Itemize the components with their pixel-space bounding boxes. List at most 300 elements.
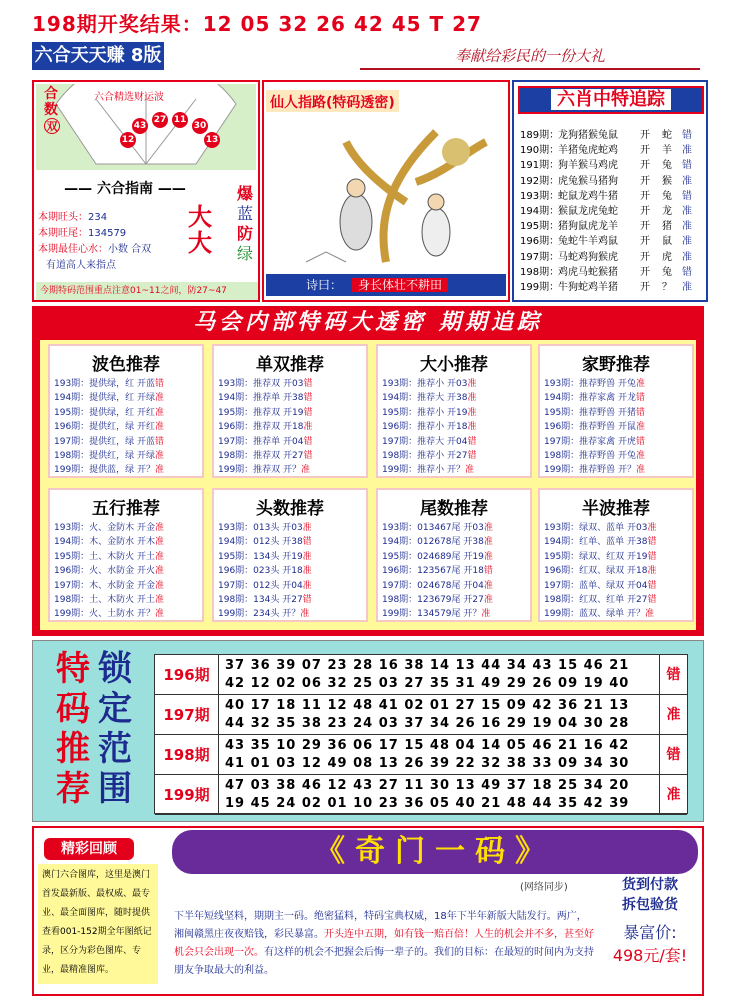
big-chars	[188, 204, 212, 256]
guide-title-text: 六合指南	[97, 181, 153, 197]
card-row	[218, 563, 312, 576]
bottom-text-part: 有这样的机会不把握会后悔一辈子的。我们的目标：在最短的时间内为支持朋友争取最大的利益。	[174, 947, 594, 976]
card-row-result: 准	[636, 379, 646, 389]
card-row	[54, 390, 164, 403]
card-row-text: 194期：提供绿，红 开绿	[54, 393, 156, 404]
zodiac-kai: 开	[640, 236, 650, 248]
zodiac-answer: 龙	[662, 206, 672, 217]
card-row	[218, 405, 313, 418]
card-row	[54, 578, 164, 591]
card-row-result: 错	[636, 407, 646, 418]
card-row-text: 199期：推荐双 开？	[218, 465, 302, 476]
recommend-card	[538, 344, 694, 478]
card-row-text: 199期：234头 开？	[218, 609, 301, 620]
card-row	[54, 448, 164, 461]
card-row-text: 193期：推荐双 开03	[218, 379, 304, 389]
zodiac-result: 准	[682, 251, 692, 263]
card-row-result: 准	[155, 566, 165, 577]
zodiac-period: 194期：	[520, 206, 560, 217]
card-row-text: 199期：推荐野兽 开？	[544, 465, 637, 476]
zodiac-result: 错	[682, 190, 692, 202]
guide-label: 本期最佳心水：	[38, 244, 108, 255]
tema-word: 锁	[98, 649, 132, 689]
heshu-char: 数	[44, 102, 58, 118]
card-row	[218, 606, 309, 619]
card-row	[544, 462, 645, 475]
guide-value: 234	[88, 212, 108, 223]
card-row-result: 准	[467, 422, 477, 433]
card-row-result: 准	[467, 379, 477, 389]
zodiac-answer: 蛇	[662, 130, 672, 141]
card-row-result: 准	[302, 551, 312, 562]
card-row-result: 错	[303, 379, 313, 389]
fan-title: 六合精选财运波	[94, 92, 164, 103]
fan-ball: 12	[120, 132, 136, 148]
card-row	[382, 578, 493, 591]
card-row-result: 准	[645, 609, 655, 620]
guide-title: —— 六合指南 ——	[64, 181, 186, 197]
card-row-text: 197期：024678尾 开04	[382, 580, 484, 591]
card-row-result: 准	[155, 393, 165, 404]
card-row-result: 错	[302, 595, 312, 605]
zodiac-kai: 开	[640, 251, 650, 263]
card-row-result: 准	[155, 595, 165, 605]
card-row	[382, 376, 477, 389]
tema-result: 准	[659, 695, 687, 735]
card-row-result: 准	[155, 537, 165, 548]
card-row-result: 错	[647, 595, 657, 605]
card-row-result: 错	[636, 393, 646, 404]
zodiac-answer: 猴	[662, 175, 672, 187]
zodiac-animals: 兔蛇牛羊鸡鼠	[558, 236, 618, 248]
card-row-result: 错	[483, 566, 493, 577]
card-row	[54, 419, 164, 432]
card-row-result: 准	[465, 465, 475, 476]
fan-ball: 30	[192, 118, 208, 134]
card-row-text: 194期：红单、蓝单 开38	[544, 537, 648, 548]
card-row-result: 准	[481, 609, 491, 620]
zodiac-kai: 开	[640, 190, 650, 202]
brand-label: 六合天天赚 8版	[32, 42, 164, 70]
card-row-text: 198期：123679尾 开27	[382, 595, 484, 605]
big-char: 大	[188, 203, 212, 231]
zodiac-period: 198期：	[520, 266, 560, 278]
card-row-text: 194期：012678尾 开38	[382, 537, 484, 548]
zodiac-result: 准	[682, 282, 692, 293]
card-row	[382, 405, 477, 418]
tema-table	[154, 654, 688, 814]
mid-title: 仙人指路(特码透密)	[266, 90, 399, 114]
zodiac-result: 准	[682, 175, 692, 187]
card-row-result: 准	[483, 595, 493, 605]
tema-result: 错	[659, 735, 687, 775]
card-row-result: 准	[483, 551, 493, 562]
card-row	[54, 376, 164, 389]
card-title: 尾数推荐	[420, 499, 488, 519]
zodiac-result: 错	[682, 130, 692, 141]
fan-ball: 43	[132, 118, 148, 134]
card-row-result: 准	[303, 422, 313, 433]
zodiac-period: 199期：	[520, 282, 560, 293]
draw-result-line: 198期开奖结果：12 05 32 26 42 45 T 27	[32, 12, 482, 36]
card-row-text: 196期：火、水防金 开火	[54, 566, 156, 577]
card-row	[544, 549, 657, 562]
card-row-result: 准	[467, 407, 477, 418]
card-row	[54, 434, 164, 447]
card-row	[218, 549, 312, 562]
zodiac-period: 190期：	[520, 145, 560, 157]
card-row-text: 196期：推荐野兽 开鼠	[544, 422, 637, 433]
tema-numbers: 43 35 10 29 36 06 17 15 48 04 14 05 46 21 16 42	[225, 738, 630, 753]
card-row-result: 准	[636, 451, 646, 461]
zodiac-result: 准	[682, 145, 692, 157]
card-row	[544, 390, 645, 403]
zodiac-kai: 开	[640, 160, 650, 172]
zodiac-answer: 鼠	[662, 236, 672, 248]
card-row	[218, 376, 313, 389]
card-row	[54, 563, 164, 576]
card-row-result: 准	[302, 566, 312, 577]
card-title: 家野推荐	[582, 355, 650, 375]
cod-price: 498元/套!	[612, 946, 688, 965]
card-row	[54, 592, 164, 605]
zodiac-animals: 虎兔猴马猪狗	[558, 175, 618, 187]
zodiac-answer: 羊	[662, 145, 672, 157]
zodiac-kai: 开	[640, 206, 650, 217]
review-title: 精彩回顾	[44, 838, 134, 860]
zodiac-animals: 猴鼠龙虎兔蛇	[558, 206, 618, 217]
card-title: 半波推荐	[582, 499, 650, 519]
card-row	[218, 534, 312, 547]
card-row-text: 197期：提供红，绿 开蓝	[54, 436, 156, 447]
card-row-result: 准	[467, 393, 477, 404]
tema-period: 198期	[155, 735, 219, 775]
cod-line: 暴富价:	[623, 923, 677, 942]
zodiac-kai: 开	[640, 130, 650, 141]
card-row-text: 198期：推荐双 开27	[218, 451, 304, 461]
zodiac-period: 189期：	[520, 130, 560, 141]
guide-value: 小数 合双	[108, 244, 152, 255]
slogan: 奉献给彩民的一份大礼	[360, 42, 700, 70]
recommend-card	[212, 488, 368, 622]
card-row-result: 准	[636, 422, 646, 433]
card-row-result: 准	[483, 537, 493, 548]
zodiac-animals: 狗羊猴马鸡虎	[558, 160, 618, 172]
card-row-text: 196期：提供红，绿 开红	[54, 422, 156, 433]
card-row	[54, 606, 164, 619]
card-row	[544, 578, 657, 591]
zodiac-animals: 牛狗蛇鸡羊猪	[558, 282, 618, 293]
zodiac-kai: 开	[640, 282, 650, 293]
zodiac-result: 准	[682, 206, 692, 217]
card-row-text: 198期：推荐小 开27	[382, 451, 468, 461]
zodiac-answer: 猪	[662, 221, 672, 233]
card-row-text: 193期：绿双、蓝单 开03	[544, 523, 648, 533]
card-row-text: 197期：推荐大 开04	[382, 436, 468, 447]
card-row-text: 195期：绿双、红双 开19	[544, 551, 648, 562]
card-row	[382, 419, 477, 432]
poem-text: 身长体壮不耕田	[352, 278, 448, 292]
zodiac-result: 错	[682, 266, 692, 278]
card-row	[218, 592, 312, 605]
card-title: 头数推荐	[256, 499, 324, 519]
tree-figures-icon	[266, 112, 506, 270]
card-row-result: 准	[155, 580, 165, 591]
card-row-result: 准	[155, 465, 165, 476]
zodiac-kai: 开	[640, 175, 650, 187]
zodiac-period: 192期：	[520, 175, 560, 187]
side-word: 爆	[236, 184, 253, 203]
card-row-text: 199期：火、土防水 开？	[54, 609, 156, 620]
card-row-result: 错	[303, 436, 313, 447]
fan-ball: 13	[204, 132, 220, 148]
card-row-result: 准	[155, 523, 165, 533]
card-row-result: 错	[647, 551, 657, 562]
card-row	[382, 563, 493, 576]
card-row-text: 198期：推荐野兽 开兔	[544, 451, 637, 461]
card-row-result: 准	[483, 580, 493, 591]
tema-numbers: 44 32 35 38 23 24 03 37 34 26 16 29 19 04 30 28	[225, 716, 630, 731]
card-row-result: 错	[155, 436, 165, 447]
zodiac-animals: 龙狗猪猴兔鼠	[558, 130, 618, 141]
fan-ball: 11	[172, 112, 188, 128]
card-row-text: 193期：013467尾 开03	[382, 523, 484, 533]
zodiac-answer: 虎	[662, 251, 672, 263]
guide-value: 有道高人来指点	[46, 260, 116, 271]
card-row-text: 195期：134头 开19	[218, 551, 303, 562]
card-row-result: 错	[303, 451, 313, 461]
card-row	[382, 448, 477, 461]
card-row	[218, 578, 312, 591]
card-row-text: 199期：推荐小 开？	[382, 465, 466, 476]
side-words	[232, 184, 258, 264]
card-row	[54, 520, 164, 533]
range-note: 今期特码范围重点注意01~11之间，防27~47	[36, 282, 258, 300]
card-row	[382, 462, 474, 475]
zodiac-answer: ？	[662, 282, 672, 293]
card-row-text: 194期：012头 开38	[218, 537, 303, 548]
card-row-result: 准	[647, 523, 657, 533]
card-row-text: 199期：提供蓝，绿 开？	[54, 465, 156, 476]
card-row	[218, 434, 313, 447]
tema-word: 特	[56, 649, 90, 689]
recommend-card	[538, 488, 694, 622]
card-row	[54, 462, 164, 475]
zodiac-answer: 兔	[662, 160, 672, 172]
card-row-text: 198期：提供红，绿 开绿	[54, 451, 156, 461]
zodiac-animals: 羊猪兔虎蛇鸡	[558, 145, 618, 157]
tema-result: 准	[659, 775, 687, 815]
heshu-char: 合	[44, 86, 58, 102]
card-row	[544, 520, 657, 533]
card-row-text: 198期：红双、红单 开27	[544, 595, 648, 605]
heshu-label	[44, 86, 70, 134]
card-row	[544, 563, 657, 576]
guide-line	[46, 256, 116, 271]
zodiac-animals: 猪狗鼠虎龙羊	[558, 221, 618, 233]
tema-word: 范	[98, 729, 132, 769]
card-row-result: 准	[155, 422, 165, 433]
tema-row	[155, 775, 687, 815]
zodiac-kai: 开	[640, 266, 650, 278]
card-row-text: 195期：土、木防火 开土	[54, 551, 156, 562]
card-row	[544, 534, 657, 547]
card-row	[544, 405, 645, 418]
card-row	[382, 434, 477, 447]
recommend-card	[376, 344, 532, 478]
card-row-result: 准	[155, 551, 165, 562]
card-row-text: 196期：红双、绿双 开18	[544, 566, 648, 577]
tema-numbers: 37 36 39 07 23 28 16 38 14 13 44 34 43 15 46 21	[225, 658, 630, 673]
card-row-result: 错	[467, 436, 477, 447]
card-row-text: 199期：134579尾 开？	[382, 609, 482, 620]
cod-line: 货到付款	[622, 877, 678, 893]
network-sync: (网络同步)	[520, 882, 568, 893]
card-row-result: 准	[155, 609, 165, 620]
guide-value: 134579	[88, 228, 127, 239]
side-word: 绿	[236, 244, 253, 263]
card-row-text: 196期：推荐双 开18	[218, 422, 304, 433]
card-row	[54, 534, 164, 547]
guide-line	[38, 208, 107, 223]
card-row	[382, 549, 493, 562]
card-row-text: 194期：木、金防水 开木	[54, 537, 156, 548]
card-row-result: 准	[302, 523, 312, 533]
card-row	[382, 390, 477, 403]
tema-row	[155, 655, 687, 695]
tema-numbers: 40 17 18 11 12 48 41 02 01 27 15 09 42 36 21 13	[225, 698, 630, 713]
card-row	[544, 592, 657, 605]
card-row-text: 194期：推荐单 开38	[218, 393, 304, 404]
tema-numbers: 42 12 02 06 32 25 03 27 35 31 49 29 26 09 19 40	[225, 676, 630, 691]
cod-box	[600, 874, 700, 970]
card-row-result: 错	[303, 407, 313, 418]
card-row-result: 错	[302, 537, 312, 548]
card-title: 单双推荐	[256, 355, 324, 375]
poem-label: 诗曰：	[306, 278, 343, 292]
zodiac-period: 197期：	[520, 251, 560, 263]
zodiac-result: 错	[682, 160, 692, 172]
recommend-card	[376, 488, 532, 622]
zodiac-answer: 兔	[662, 190, 672, 202]
card-row-text: 193期：提供绿，红 开蓝	[54, 379, 156, 389]
tema-period: 199期	[155, 775, 219, 815]
card-row	[218, 419, 313, 432]
card-row-text: 197期：推荐家禽 开虎	[544, 436, 637, 447]
card-row	[544, 606, 654, 619]
card-row-text: 196期：123567尾 开18	[382, 566, 484, 577]
zodiac-animals: 马蛇鸡狗猴虎	[558, 251, 618, 263]
card-row	[544, 376, 645, 389]
card-row	[544, 419, 645, 432]
card-row-text: 198期：134头 开27	[218, 595, 303, 605]
card-row-text: 195期：推荐小 开19	[382, 407, 468, 418]
card-row-text: 199期：蓝双、绿单 开？	[544, 609, 646, 620]
mahui-title: 马会内部特码大透密 期期追踪	[193, 310, 543, 335]
card-row	[218, 520, 312, 533]
card-row	[382, 606, 490, 619]
tema-word: 推	[56, 729, 90, 769]
tema-numbers: 47 03 38 46 12 43 27 11 30 13 49 37 18 25 34 20	[225, 778, 630, 793]
card-row-text: 195期：提供绿，红 开红	[54, 407, 156, 418]
card-row-result: 准	[155, 451, 165, 461]
card-row	[382, 592, 493, 605]
heshu-char: 双	[44, 118, 60, 134]
card-row-result: 错	[636, 436, 646, 447]
bottom-text-part: 下半年短线坚料，期期主一码。绝密猛料，特码宝典权威，18年下半年新版大陆发行。两广，湘闽赣黑庄夜夜赔钱，彩民暴富。	[174, 911, 587, 940]
zodiac-period: 195期：	[520, 221, 560, 233]
card-title: 大小推荐	[420, 355, 488, 375]
zodiac-result: 准	[682, 221, 692, 233]
tema-row	[155, 735, 687, 775]
tema-row	[155, 695, 687, 735]
card-row-result: 准	[483, 523, 493, 533]
cod-line: 拆包验货	[622, 897, 678, 913]
zodiac-kai: 开	[640, 221, 650, 233]
recommend-card	[212, 344, 368, 478]
card-row-text: 197期：012头 开04	[218, 580, 303, 591]
card-row-result: 错	[467, 451, 477, 461]
guide-label: 本期旺尾：	[38, 228, 88, 239]
card-row	[218, 462, 310, 475]
card-row-text: 193期：推荐小 开03	[382, 379, 468, 389]
card-row-text: 193期：推荐野兽 开兔	[544, 379, 637, 389]
card-row-text: 194期：推荐家禽 开龙	[544, 393, 637, 404]
zodiac-result: 准	[682, 236, 692, 248]
guide-line	[38, 224, 126, 239]
card-row	[544, 448, 645, 461]
side-word: 防	[236, 224, 253, 243]
guide-line	[38, 240, 151, 255]
card-row-result: 错	[303, 393, 313, 404]
card-row-text: 196期：推荐小 开18	[382, 422, 468, 433]
tema-word: 荐	[56, 769, 90, 809]
card-row-text: 198期：土、木防火 开土	[54, 595, 156, 605]
zodiac-period: 193期：	[520, 190, 560, 202]
bottom-text-part-highlight: 开头连中五期，如有钱一赔百倍！人生的机会并不多，甚至好机会只会出现一次。	[174, 929, 594, 958]
card-row-text: 197期：蓝单、绿双 开04	[544, 580, 648, 591]
zodiac-period: 196期：	[520, 236, 560, 248]
recommend-card	[48, 344, 204, 478]
tema-word: 围	[98, 769, 132, 809]
card-row-text: 197期：木、水防金 开金	[54, 580, 156, 591]
poem-bar	[266, 274, 506, 296]
zodiac-kai: 开	[640, 145, 650, 157]
zodiac-period: 191期：	[520, 160, 560, 172]
card-row	[218, 448, 313, 461]
tema-period: 196期	[155, 655, 219, 695]
card-row	[382, 520, 493, 533]
card-row	[54, 405, 164, 418]
card-row-result: 准	[155, 407, 165, 418]
card-row	[544, 434, 645, 447]
big-char: 大	[188, 229, 212, 257]
card-row-text: 194期：推荐大 开38	[382, 393, 468, 404]
tema-result: 错	[659, 655, 687, 695]
card-row-result: 准	[647, 566, 657, 577]
card-row	[218, 390, 313, 403]
tema-numbers: 41 01 03 12 49 08 13 26 39 22 32 38 33 09 34 30	[225, 756, 630, 771]
card-row-result: 准	[300, 609, 310, 620]
card-title: 波色推荐	[92, 355, 160, 375]
tema-word: 定	[98, 689, 132, 729]
card-row	[382, 534, 493, 547]
card-row-text: 195期：推荐野兽 开猪	[544, 407, 637, 418]
fan-ball: 27	[152, 112, 168, 128]
review-text: 澳门六合图库，这里是澳门首发最新版、最权威、最专业、最全面图库，随时提供查看001-152期全年图纸记录，区分为彩色图库、专业，最精准图库。	[38, 864, 158, 984]
card-row-result: 错	[647, 537, 657, 548]
immortal-scene-image	[266, 112, 506, 270]
